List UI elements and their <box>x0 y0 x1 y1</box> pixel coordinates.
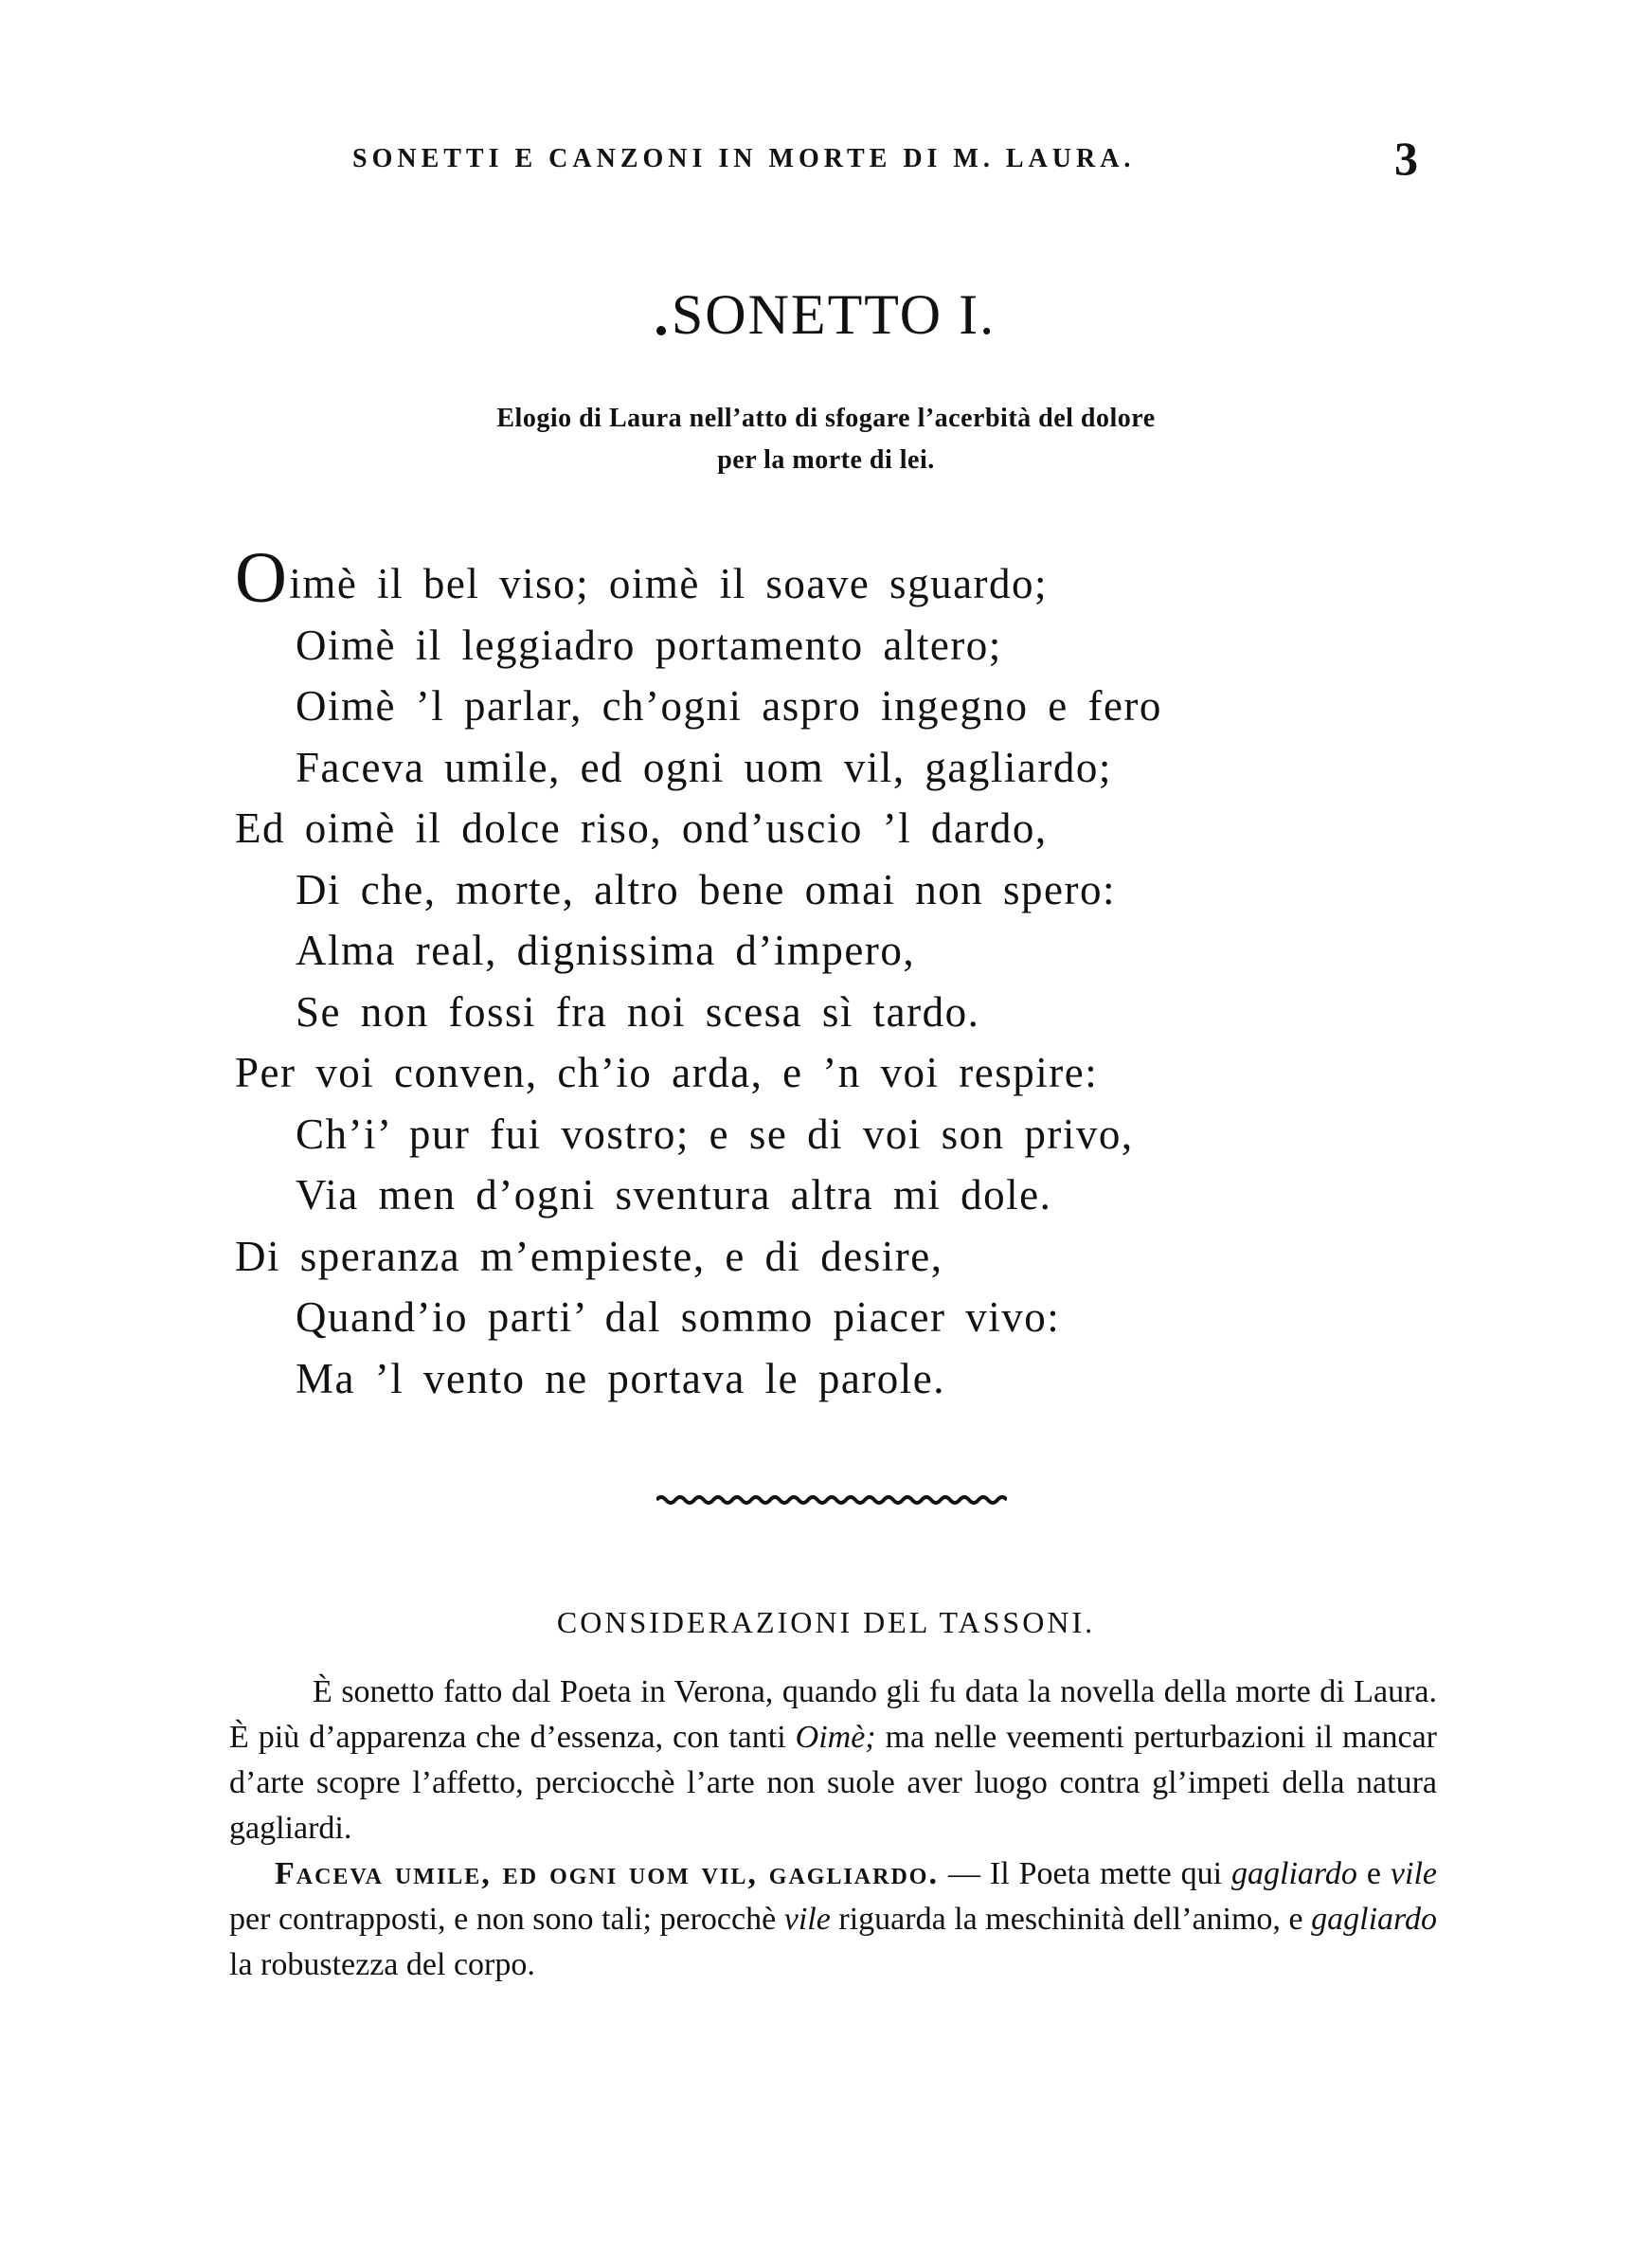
verse-line: Via men d’ogni sventura altra mi dole. <box>296 1171 1052 1219</box>
argument-line: per la morte di lei. <box>717 445 935 475</box>
verse-text: imè il bel viso; oimè il soave sguardo; <box>289 560 1049 607</box>
argument-line: Elogio di Laura nell’atto di sfogare l’acerbità del dolore <box>496 404 1156 433</box>
verse-line: Se non fossi fra noi scesa sì tardo. <box>296 987 980 1036</box>
verse-line: Alma real, dignissima d’impero, <box>296 927 916 974</box>
verse-line: Ma ’l vento ne portava le parole. <box>296 1354 946 1402</box>
running-header <box>352 131 1418 188</box>
italic-run: vile <box>1390 1856 1437 1891</box>
text-run: È sonetto fatto dal Poeta in Verona, quando gli fu data la novella della morte di Laura. È più d’apparenza che d’essenza, con tanti <box>229 1674 1437 1755</box>
text-run: per contrapposti, e non sono tali; perocchè <box>229 1902 784 1937</box>
sonnet-argument <box>0 398 1652 481</box>
running-title: SONETTI E CANZONI IN MORTE DI M. LAURA. <box>352 144 1136 173</box>
italic-run: Oimè; <box>795 1720 876 1755</box>
verse-line: Ch’i’ pur fui vostro; e se di voi son privo, <box>296 1110 1134 1158</box>
verse-line: Faceva umile, ed ogni uom vil, gagliardo; <box>296 743 1112 791</box>
verse-line: Oimè il leggiadro portamento altero; <box>296 621 1002 669</box>
text-run: e <box>1356 1856 1391 1891</box>
ornament-dot <box>656 326 666 335</box>
italic-run: gagliardo <box>1231 1856 1357 1891</box>
text-run: riguarda la meschinità dell’animo, e <box>830 1902 1312 1937</box>
verse-line <box>235 538 1466 618</box>
commentary-body <box>229 1670 1437 1988</box>
commentary-paragraph <box>229 1670 1437 1851</box>
sonnet-title <box>0 282 1652 348</box>
verse-line: Quand’io parti’ dal sommo piacer vivo: <box>296 1293 1061 1341</box>
text-run: — Il Poeta mette qui <box>938 1856 1232 1891</box>
verse-line: Di che, morte, altro bene omai non spero: <box>296 865 1117 913</box>
italic-run: vile <box>783 1902 831 1937</box>
page-number: 3 <box>1394 132 1418 185</box>
drop-cap: O <box>235 538 289 618</box>
verse-line: Di speranza m’empieste, e di desire, <box>235 1232 943 1280</box>
text-run: la robustezza del corpo. <box>229 1947 535 1982</box>
ornamental-divider <box>656 1493 1007 1507</box>
verse-line: Ed oimè il dolce riso, ond’uscio ’l dardo, <box>235 804 1048 852</box>
sonnet-title-text: SONETTO I. <box>671 283 997 346</box>
text-run: ma nelle veementi perturbazioni il mancar d’arte scopre l’affetto, perciocchè l’arte non suole aver luogo contra gl’impeti della natura gagliardi. <box>229 1720 1437 1846</box>
italic-run: gagliardo <box>1311 1902 1437 1937</box>
lemma: Faceva umile, ed ogni uom vil, gagliardo. <box>275 1856 939 1891</box>
commentary-paragraph <box>229 1851 1437 1988</box>
verse-line: Oimè ’l parlar, ch’ogni aspro ingegno e fero <box>296 682 1162 730</box>
poem <box>235 538 1466 1409</box>
commentary-heading: CONSIDERAZIONI DEL TASSONI. <box>556 1605 1096 1639</box>
verse-line: Per voi conven, ch’io arda, e ’n voi respire: <box>235 1049 1099 1096</box>
